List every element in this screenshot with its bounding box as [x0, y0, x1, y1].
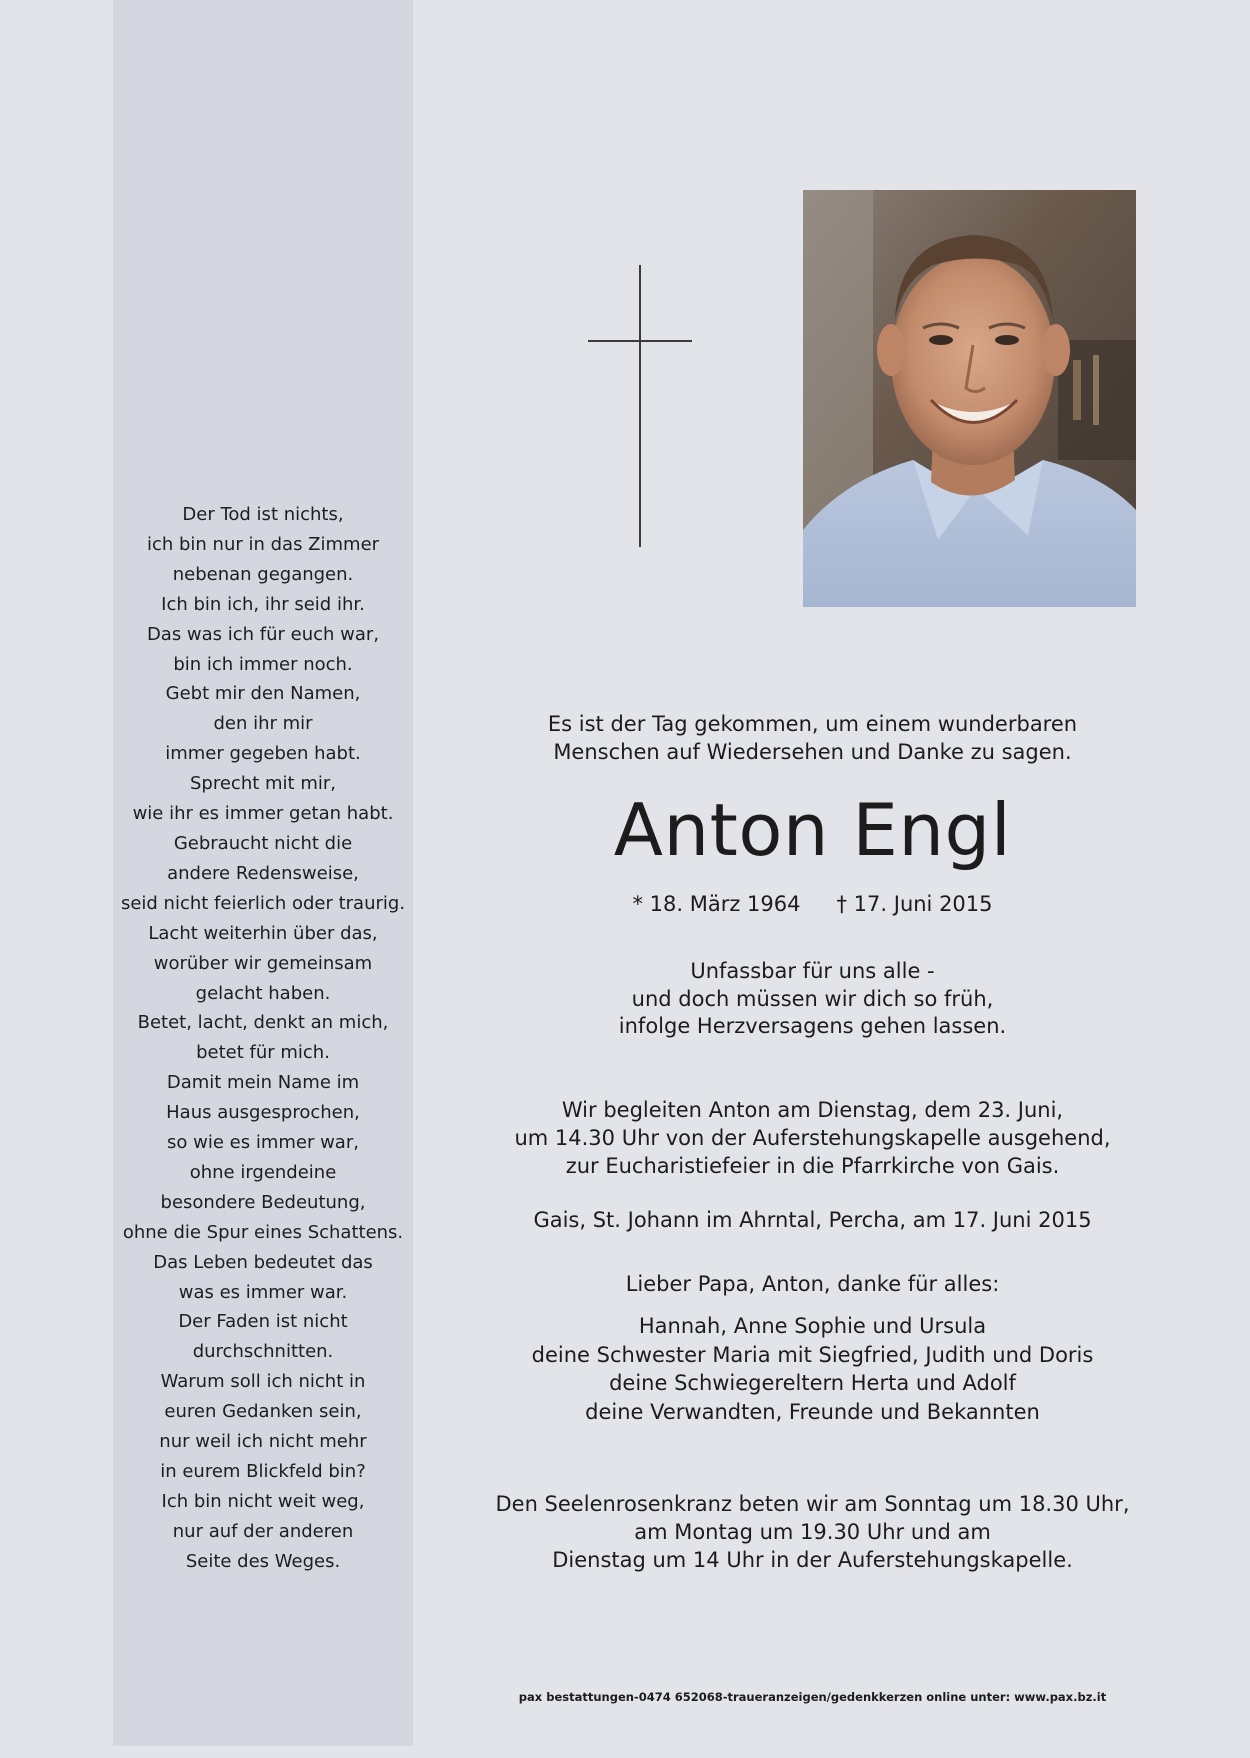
cause-line: und doch müssen wir dich so früh, [631, 986, 994, 1011]
thanks-intro: Lieber Papa, Anton, danke für alles: [625, 1272, 1000, 1296]
mourners-list [470, 1312, 1155, 1426]
poem-line: worüber wir gemeinsam [153, 952, 373, 974]
poem-line: nur auf der anderen [172, 1520, 354, 1542]
mourner-line: deine Schwester Maria mit Siegfried, Judith und Doris [531, 1342, 1094, 1367]
poem-line: Haus ausgesprochen, [166, 1102, 360, 1124]
poem-line: andere Redensweise, [167, 862, 359, 884]
cause-text [470, 958, 1155, 1041]
poem-line: nur weil ich nicht mehr [159, 1431, 367, 1453]
poem-line: in eurem Blickfeld bin? [160, 1461, 366, 1482]
poem-line: Betet, lacht, denkt an mich, [137, 1012, 389, 1034]
poem-line: Sprecht mit mir, [190, 773, 336, 795]
portrait-photo [803, 190, 1136, 607]
place-date: Gais, St. Johann im Ahrntal, Percha, am 17. Juni 2015 [533, 1208, 1092, 1232]
poem-line: seid nicht feierlich oder traurig. [120, 892, 406, 914]
poem-line: gelacht haben. [195, 982, 331, 1004]
poem-line: betet für mich. [196, 1042, 330, 1064]
poem-line: Der Faden ist nicht [178, 1311, 348, 1333]
poem-line: nebenan gegangen. [172, 563, 354, 585]
poem-line: Gebt mir den Namen, [165, 683, 361, 705]
mourner-line: deine Schwiegereltern Herta und Adolf [609, 1371, 1016, 1395]
poem-line: den ihr mir [213, 713, 313, 735]
cause-line: infolge Herzversagens gehen lassen. [618, 1014, 1007, 1038]
cross-horizontal-beam [588, 340, 692, 342]
rosary-line: am Montag um 19.30 Uhr und am [634, 1520, 991, 1544]
poem-line: besondere Bedeutung, [160, 1191, 366, 1213]
funeral-line: Wir begleiten Anton am Dienstag, dem 23. Juni, [561, 1098, 1064, 1122]
funeral-line: um 14.30 Uhr von der Auferstehungskapelle ausgehend, [514, 1126, 1111, 1150]
poem-line: wie ihr es immer getan habt. [132, 803, 394, 825]
mourner-line: Hannah, Anne Sophie und Ursula [638, 1314, 987, 1338]
intro-line: Es ist der Tag gekommen, um einem wunderbaren [547, 712, 1078, 736]
poem-line: Warum soll ich nicht in [160, 1371, 366, 1393]
poem-line: euren Gedanken sein, [164, 1401, 362, 1423]
cross-icon [588, 265, 692, 547]
funeral-line: zur Eucharistiefeier in die Pfarrkirche von Gais. [565, 1154, 1060, 1178]
life-dates [470, 890, 1155, 918]
deceased-name: Anton Engl [613, 788, 1012, 872]
death-date: † 17. Juni 2015 [836, 892, 993, 916]
poem-line: ich bin nur in das Zimmer [146, 533, 380, 555]
rosary-info [470, 1490, 1155, 1574]
cross-vertical-beam [639, 265, 641, 547]
intro-line: Menschen auf Wiedersehen und Danke zu sagen. [553, 740, 1072, 764]
poem-line: ohne die Spur eines Schattens. [122, 1221, 404, 1243]
poem-line: Lacht weiterhin über das, [148, 922, 378, 944]
poem-line: immer gegeben habt. [165, 743, 361, 765]
poem-line: ohne irgendeine [189, 1161, 337, 1183]
intro-text [470, 710, 1155, 766]
poem-line: Das Leben bedeutet das [153, 1251, 373, 1273]
poem-line: Der Tod ist nichts, [182, 504, 344, 525]
cause-line: Unfassbar für uns alle - [690, 959, 935, 983]
poem-line: was es immer war. [178, 1281, 348, 1303]
poem-line: Ich bin nicht weit weg, [161, 1490, 365, 1512]
poem-line: Ich bin ich, ihr seid ihr. [161, 593, 365, 615]
rosary-line: Den Seelenrosenkranz beten wir am Sonntag um 18.30 Uhr, [495, 1492, 1130, 1516]
poem-line: durchschnitten. [192, 1341, 334, 1363]
rosary-line: Dienstag um 14 Uhr in der Auferstehungskapelle. [552, 1548, 1073, 1572]
poem-line: so wie es immer war, [167, 1132, 359, 1154]
poem-line: Seite des Weges. [185, 1550, 341, 1572]
poem-line: bin ich immer noch. [173, 653, 353, 675]
mourner-line: deine Verwandten, Freunde und Bekannten [585, 1399, 1040, 1424]
poem [113, 500, 413, 1577]
birth-date: * 18. März 1964 [632, 892, 801, 916]
footer-contact: pax bestattungen-0474 652068-traueranzeigen/gedenkkerzen online unter: www.pax.bz.it [518, 1690, 1107, 1704]
funeral-info [470, 1096, 1155, 1180]
poem-line: Gebraucht nicht die [173, 832, 353, 854]
poem-line: Das was ich für euch war, [146, 623, 380, 645]
poem-line: Damit mein Name im [166, 1072, 360, 1094]
